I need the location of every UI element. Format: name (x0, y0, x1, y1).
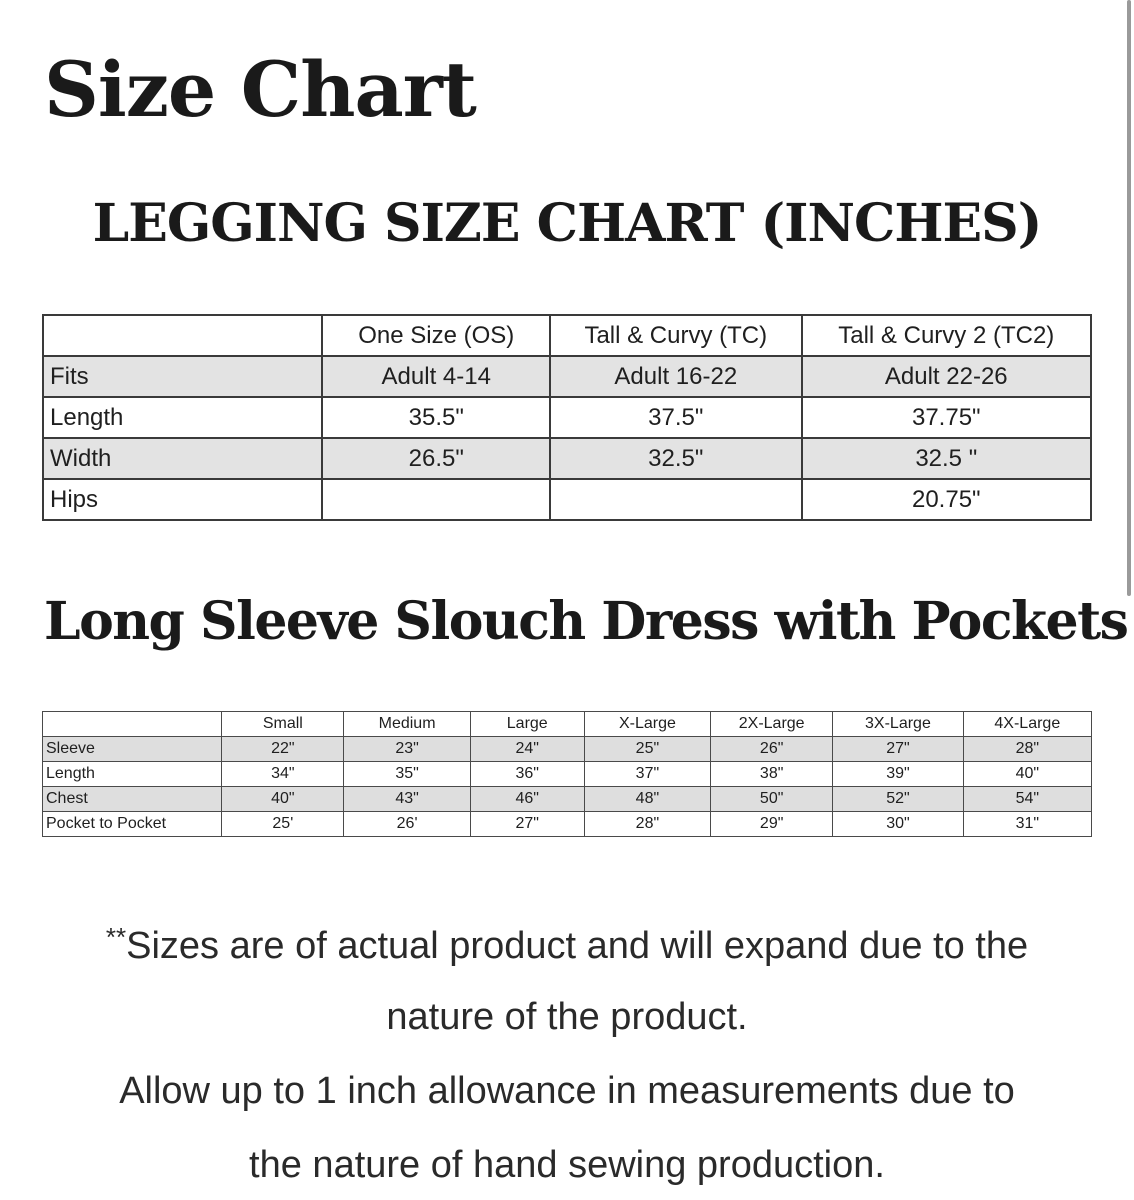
table-cell: 36" (470, 762, 584, 787)
sizing-note-line-1 (0, 924, 1134, 965)
note-asterisks: ** (105, 922, 127, 952)
table-cell: 43" (344, 787, 470, 812)
row-label: Length (43, 397, 322, 438)
table-cell: 26" (711, 737, 833, 762)
table-cell: 52" (833, 787, 963, 812)
table-row (43, 479, 1091, 520)
table-cell: Adult 22-26 (802, 356, 1091, 397)
table-cell: 22" (222, 737, 344, 762)
row-label: Fits (43, 356, 322, 397)
row-label: Chest (43, 787, 222, 812)
table-cell (550, 479, 802, 520)
table-cell: 26' (344, 812, 470, 837)
header-cell: X-Large (584, 712, 710, 737)
note-text: Sizes are of actual product and will expand due to the (126, 925, 1029, 967)
table-cell: 35" (344, 762, 470, 787)
row-label: Length (43, 762, 222, 787)
dress-chart-title: Long Sleeve Slouch Dress with Pockets (44, 591, 1128, 652)
table-row (43, 737, 1092, 762)
scrollbar[interactable] (1127, 0, 1131, 596)
table-cell: 37.5" (550, 397, 802, 438)
header-cell: Small (222, 712, 344, 737)
table-header-row (43, 315, 1091, 356)
header-cell: 3X-Large (833, 712, 963, 737)
header-cell: Tall & Curvy 2 (TC2) (802, 315, 1091, 356)
header-cell: One Size (OS) (322, 315, 550, 356)
table-row (43, 397, 1091, 438)
table-cell: 25' (222, 812, 344, 837)
sizing-note-line-3: Allow up to 1 inch allowance in measurements due to (119, 1070, 1015, 1112)
table-cell (322, 479, 550, 520)
table-cell: 32.5 " (802, 438, 1091, 479)
table-cell: Adult 16-22 (550, 356, 802, 397)
table-cell: 38" (711, 762, 833, 787)
table-cell: 23" (344, 737, 470, 762)
table-cell: 27" (470, 812, 584, 837)
table-cell: 26.5" (322, 438, 550, 479)
table-cell: 40" (963, 762, 1091, 787)
legging-size-table (42, 314, 1092, 521)
sizing-note-line-2: nature of the product. (386, 996, 748, 1038)
table-cell: 20.75" (802, 479, 1091, 520)
table-row (43, 356, 1091, 397)
header-cell (43, 712, 222, 737)
header-cell: Large (470, 712, 584, 737)
table-cell: 28" (584, 812, 710, 837)
table-cell: 24" (470, 737, 584, 762)
header-cell: Tall & Curvy (TC) (550, 315, 802, 356)
table-cell: 29" (711, 812, 833, 837)
table-cell: 27" (833, 737, 963, 762)
header-cell (43, 315, 322, 356)
table-cell: 37" (584, 762, 710, 787)
row-label: Pocket to Pocket (43, 812, 222, 837)
table-cell: 50" (711, 787, 833, 812)
header-cell: 4X-Large (963, 712, 1091, 737)
table-cell: 31" (963, 812, 1091, 837)
table-cell: 34" (222, 762, 344, 787)
row-label: Width (43, 438, 322, 479)
row-label: Sleeve (43, 737, 222, 762)
table-cell: 40" (222, 787, 344, 812)
header-cell: Medium (344, 712, 470, 737)
header-cell: 2X-Large (711, 712, 833, 737)
legging-chart-title: LEGGING SIZE CHART (INCHES) (92, 193, 1042, 254)
table-row (43, 762, 1092, 787)
table-header-row (43, 712, 1092, 737)
row-label: Hips (43, 479, 322, 520)
table-cell: Adult 4-14 (322, 356, 550, 397)
table-row (43, 787, 1092, 812)
table-cell: 39" (833, 762, 963, 787)
table-cell: 48" (584, 787, 710, 812)
table-cell: 30" (833, 812, 963, 837)
dress-size-table (42, 711, 1092, 837)
table-cell: 37.75" (802, 397, 1091, 438)
table-cell: 46" (470, 787, 584, 812)
table-cell: 32.5" (550, 438, 802, 479)
table-cell: 35.5" (322, 397, 550, 438)
page-title: Size Chart (44, 45, 476, 134)
table-row (43, 438, 1091, 479)
table-cell: 28" (963, 737, 1091, 762)
table-cell: 25" (584, 737, 710, 762)
table-row (43, 812, 1092, 837)
table-cell: 54" (963, 787, 1091, 812)
sizing-note-line-4: the nature of hand sewing production. (249, 1144, 885, 1186)
